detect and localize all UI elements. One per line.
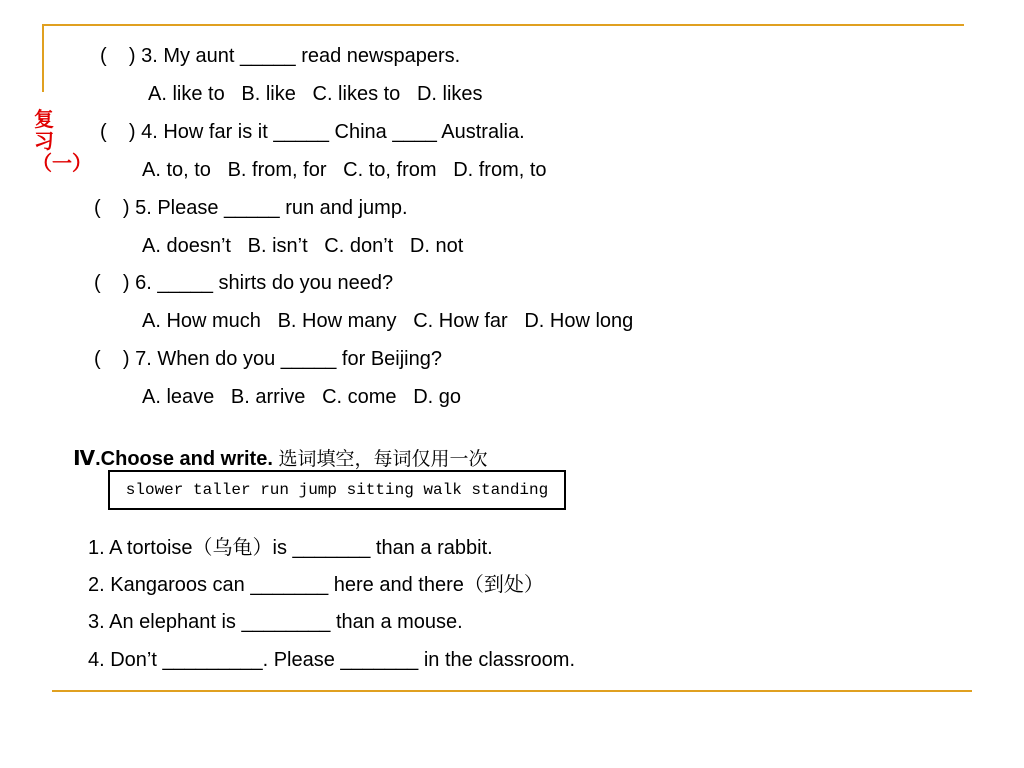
question-7-stem: ( ) 7. When do you _____ for Beijing? bbox=[94, 348, 442, 370]
top-rule bbox=[44, 24, 964, 26]
bottom-rule bbox=[52, 690, 972, 692]
section-title: Ⅳ.Choose and write. bbox=[73, 448, 279, 470]
fill-sentence-2: 2. Kangaroos can _______ here and there（到处） bbox=[88, 574, 544, 596]
question-4-options: A. to, to B. from, for C. to, from D. from, to bbox=[142, 159, 547, 181]
fill-sentence-4: 4. Don’t _________. Please _______ in the classroom. bbox=[88, 649, 576, 671]
section-instruction: 选词填空，每词仅用一次 bbox=[278, 448, 488, 470]
fill-sentence-3: 3. An elephant is ________ than a mouse. bbox=[88, 611, 463, 633]
side-label: 复习（一） bbox=[32, 107, 92, 175]
question-7-options: A. leave B. arrive C. come D. go bbox=[142, 386, 462, 408]
question-3-stem: ( ) 3. My aunt _____ read newspapers. bbox=[100, 45, 461, 67]
question-6-options: A. How much B. How many C. How far D. How long bbox=[142, 310, 634, 332]
word-bank-box: slower taller run jump sitting walk standing bbox=[108, 470, 566, 510]
left-rule bbox=[42, 24, 44, 92]
fill-sentence-1: 1. A tortoise（乌龟）is _______ than a rabbit. bbox=[88, 537, 493, 559]
question-4-stem: ( ) 4. How far is it _____ China ____ Australia. bbox=[100, 121, 525, 143]
question-3-options: A. like to B. like C. likes to D. likes bbox=[148, 83, 483, 105]
section-heading bbox=[62, 420, 487, 472]
question-6-stem: ( ) 6. _____ shirts do you need? bbox=[94, 272, 394, 294]
question-5-stem: ( ) 5. Please _____ run and jump. bbox=[94, 197, 408, 219]
question-5-options: A. doesn’t B. isn’t C. don’t D. not bbox=[142, 235, 464, 257]
